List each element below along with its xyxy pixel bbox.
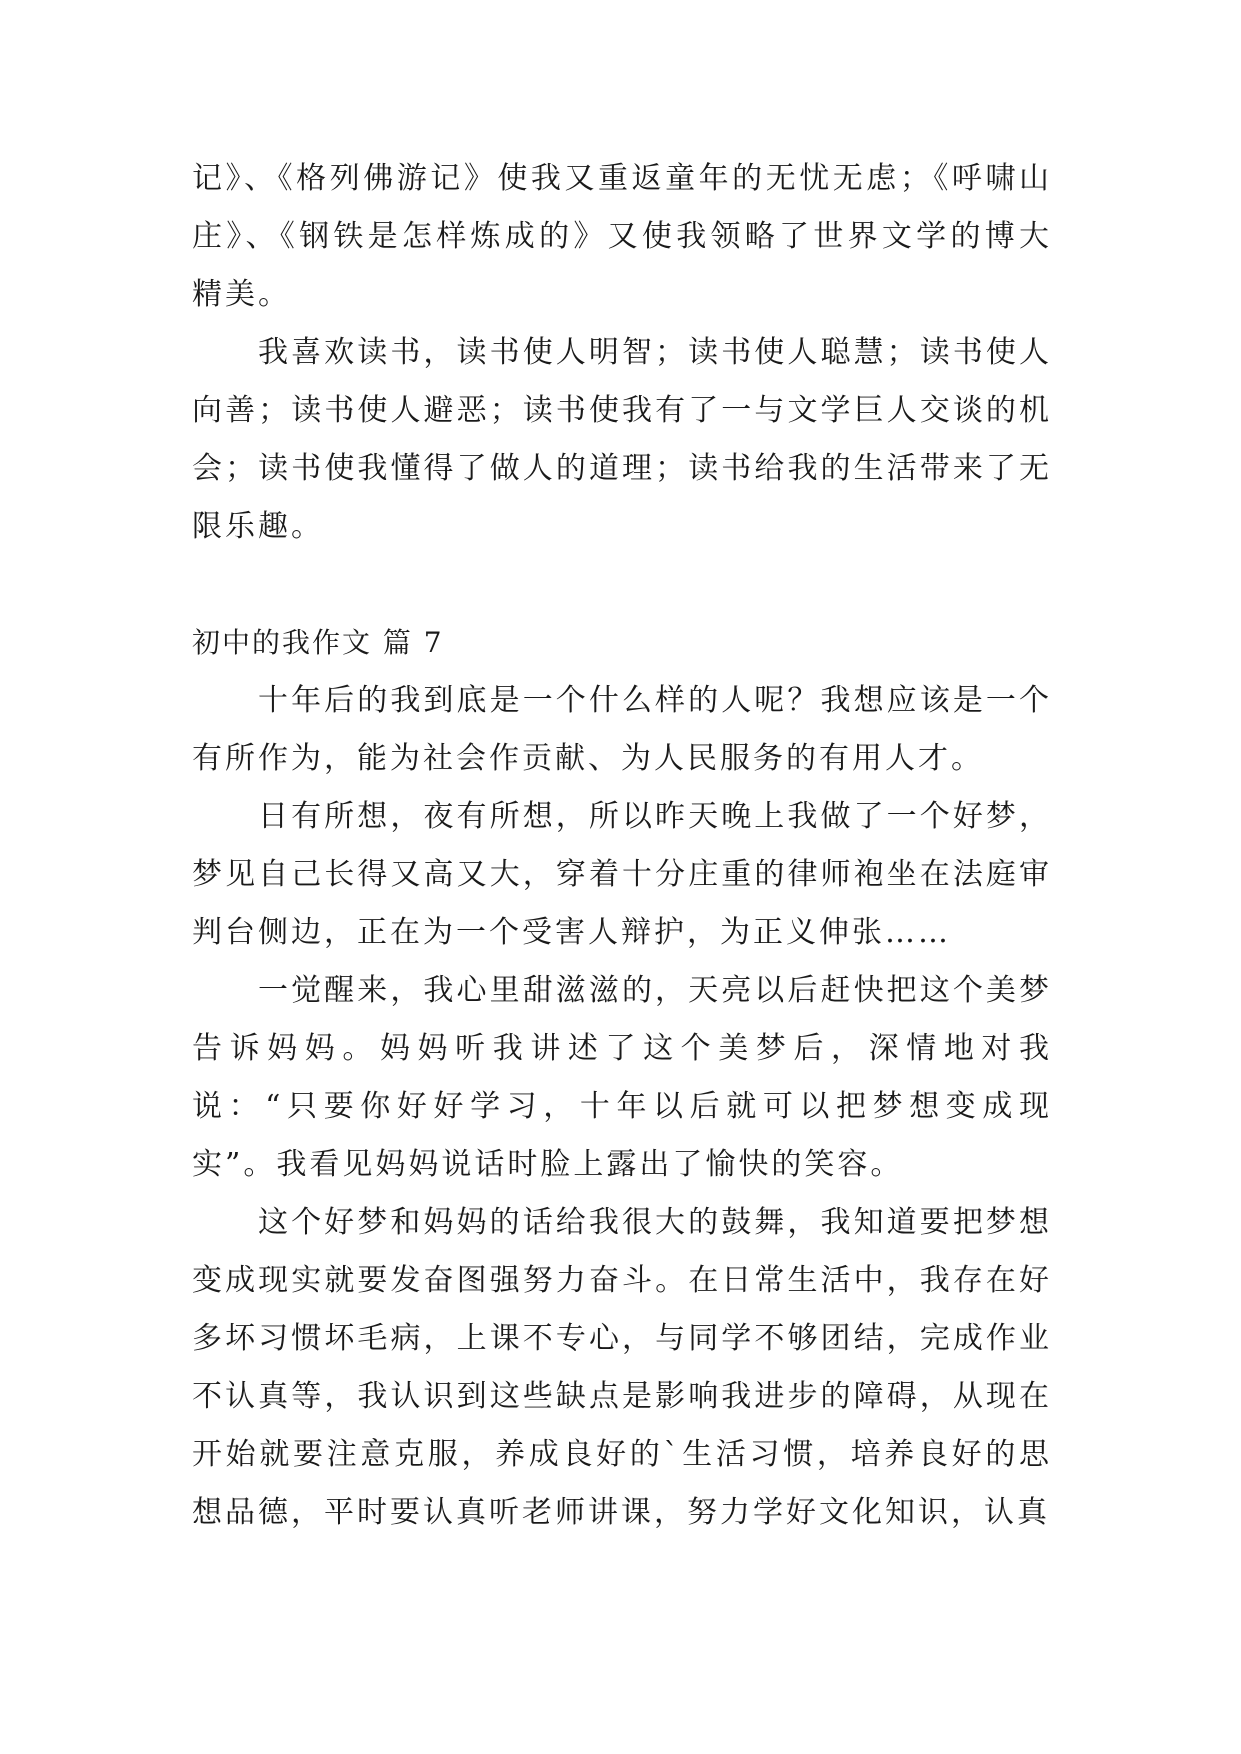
section-spacer — [192, 556, 1052, 614]
paragraph: 一觉醒来，我心里甜滋滋的，天亮以后赶快把这个美梦告诉妈妈。妈妈听我讲述了这个美梦后，深情地对我说：“只要你好好学习，十年以后就可以把梦想变成现实”。我看见妈妈说话时脸上露出了愉快的笑容。 — [192, 973, 1052, 1182]
paragraph: 日有所想，夜有所想，所以昨天晚上我做了一个好梦，梦见自己长得又高又大，穿着十分庄重的律师袍坐在法庭审判台侧边，正在为一个受害人辩护，为正义伸张…… — [192, 799, 1052, 950]
paragraph: 我喜欢读书，读书使人明智；读书使人聪慧；读书使人向善；读书使人避恶；读书使我有了一与文学巨人交谈的机会；读书使我懂得了做人的道理；读书给我的生活带来了无限乐趣。 — [192, 335, 1052, 544]
paragraph-continued: 记》、《格列佛游记》使我又重返童年的无忧无虑；《呼啸山庄》、《钢铁是怎样炼成的》又使我领略了世界文学的博大精美。 — [192, 161, 1052, 312]
section-title: 初中的我作文 篇 7 — [192, 626, 444, 659]
document-body — [192, 150, 1052, 1542]
paragraph: 十年后的我到底是一个什么样的人呢？我想应该是一个有所作为，能为社会作贡献、为人民服务的有用人才。 — [192, 683, 1052, 776]
paragraph: 这个好梦和妈妈的话给我很大的鼓舞，我知道要把梦想变成现实就要发奋图强努力奋斗。在日常生活中，我存在好多坏习惯坏毛病，上课不专心，与同学不够团结，完成作业不认真等，我认识到这些缺点是影响我进步的障碍，从现在开始就要注意克服，养成良好的`生活习惯，培养良好的思想品德，平时要认真听老师讲课，努力学好文化知识，认真 — [192, 1205, 1052, 1530]
